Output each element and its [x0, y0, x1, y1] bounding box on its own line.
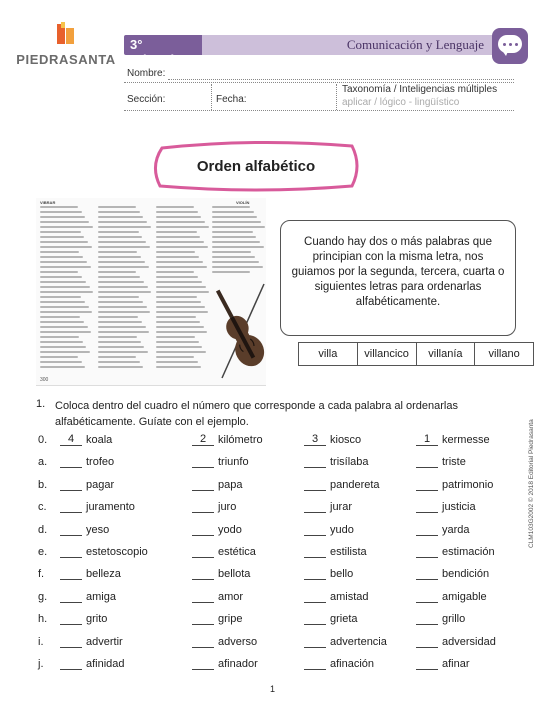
dictionary-text-line [40, 366, 85, 368]
exercise-row [36, 636, 506, 652]
dictionary-page-number: 300 [40, 377, 49, 383]
word-text: patrimonio [442, 478, 494, 491]
row-letter: a. [38, 456, 48, 469]
dictionary-text-line [98, 361, 140, 363]
answer-blank[interactable] [192, 512, 214, 513]
dictionary-text-line [40, 331, 91, 333]
word-text: yodo [218, 523, 242, 536]
answer-blank[interactable] [192, 669, 214, 670]
answer-blank[interactable] [304, 512, 326, 513]
brand-name: PIEDRASANTA [16, 52, 116, 67]
answer-blank[interactable] [192, 579, 214, 580]
answer-blank[interactable] [192, 602, 214, 603]
dictionary-text-line [98, 356, 136, 358]
answer-blank[interactable] [304, 467, 326, 468]
word-text: estetoscopio [86, 546, 148, 558]
dictionary-text-line [40, 336, 79, 338]
word-text: estética [218, 546, 256, 558]
dictionary-text-line [98, 276, 140, 278]
dictionary-text-line [40, 316, 80, 318]
dictionary-text-line [156, 351, 206, 353]
violin-icon [212, 280, 266, 384]
example-word: villanía [417, 343, 476, 365]
word-text: triste [442, 456, 466, 469]
answer-blank[interactable] [60, 579, 82, 580]
word-text: estimación [442, 546, 495, 558]
dictionary-text-line [212, 261, 259, 263]
dictionary-text-line [156, 336, 195, 338]
exercise-row [36, 524, 506, 540]
answer-blank[interactable] [60, 602, 82, 603]
dictionary-text-line [212, 236, 256, 238]
dictionary-text-line [212, 256, 255, 258]
word-text: amigable [442, 590, 487, 603]
answer-blank[interactable] [304, 579, 326, 580]
dictionary-column [40, 206, 94, 378]
answer-number: 1 [423, 433, 431, 445]
dictionary-text-line [98, 291, 151, 293]
example-word: villano [488, 348, 520, 360]
dictionary-text-line [40, 351, 90, 353]
word-text: triunfo [218, 456, 249, 469]
dictionary-text-line [98, 316, 138, 318]
dictionary-text-line [156, 306, 205, 308]
answer-blank[interactable] [60, 467, 82, 468]
word-text: amor [218, 590, 244, 603]
answer-blank[interactable] [416, 512, 438, 513]
dictionary-text-line [156, 246, 208, 248]
dictionary-text-line [40, 311, 92, 313]
dictionary-text-line [156, 226, 209, 228]
header-divider [124, 82, 514, 83]
nombre-label: Nombre: [127, 68, 166, 79]
dictionary-text-line [98, 326, 146, 328]
dictionary-text-line [40, 206, 78, 208]
answer-blank[interactable] [416, 647, 438, 648]
subject-label: Comunicación y Lenguaje [202, 35, 492, 55]
answer-blank[interactable] [416, 602, 438, 603]
header-divider [211, 84, 212, 110]
exercise-row [36, 568, 506, 584]
word-text: juramento [86, 501, 135, 514]
dictionary-text-line [40, 241, 88, 243]
exercise-row [36, 434, 506, 450]
dictionary-text-line [40, 276, 82, 278]
dictionary-text-line [98, 341, 141, 343]
dictionary-text-line [98, 311, 150, 313]
dictionary-text-line [156, 206, 194, 208]
dictionary-column [98, 206, 152, 378]
dictionary-text-line [156, 261, 203, 263]
example-word: villa [299, 343, 358, 365]
dictionary-text-line [212, 271, 250, 273]
row-letter: i. [38, 635, 44, 648]
dictionary-text-line [98, 271, 136, 273]
dictionary-text-line [156, 286, 206, 288]
row-letter: d. [38, 523, 48, 536]
dictionary-text-line [156, 266, 207, 268]
rule-text: Cuando hay dos o más palabras que principian con la misma letra, nos guiamos por la segunda, tercera, cuarta o siguientes letras para ordenarlas alfabéticamente. [291, 236, 505, 308]
dictionary-text-line [98, 331, 149, 333]
dictionary-text-line [40, 226, 93, 228]
dictionary-page-image [36, 198, 266, 386]
dictionary-text-line [156, 281, 202, 283]
answer-blank[interactable] [416, 490, 438, 491]
dictionary-text-line [40, 361, 82, 363]
dictionary-text-line [98, 351, 148, 353]
word-text: jurar [330, 501, 353, 514]
word-text: juro [218, 501, 237, 514]
answer-blank[interactable] [192, 490, 214, 491]
dictionary-text-line [156, 296, 197, 298]
dictionary-head-right: VIOLÍN [236, 200, 250, 205]
dictionary-text-line [156, 316, 196, 318]
taxonomy-title: Taxonomía / Inteligencias múltiples [342, 84, 498, 95]
answer-blank[interactable] [60, 512, 82, 513]
answer-blank[interactable] [304, 624, 326, 625]
answer-blank[interactable] [192, 535, 214, 536]
answer-blank[interactable] [416, 467, 438, 468]
seccion-label: Sección: [127, 94, 166, 105]
dictionary-text-line [156, 326, 204, 328]
dictionary-text-line [40, 286, 90, 288]
answer-blank[interactable] [416, 445, 438, 446]
dictionary-text-line [156, 231, 197, 233]
dictionary-text-line [156, 331, 207, 333]
answer-blank[interactable] [60, 669, 82, 670]
dictionary-text-line [98, 266, 149, 268]
answer-blank[interactable] [60, 445, 82, 446]
dictionary-text-line [98, 306, 147, 308]
header-divider [336, 84, 337, 110]
dictionary-text-line [40, 301, 85, 303]
instruction-text: Coloca dentro del cuadro el número que corresponde a cada palabra al ordenarlas alfabéticamente. Guíate con el ejemplo. [55, 400, 458, 428]
answer-blank[interactable] [416, 624, 438, 625]
dictionary-text-line [156, 216, 201, 218]
answer-blank[interactable] [304, 557, 326, 558]
answer-blank[interactable] [304, 647, 326, 648]
title-banner [152, 140, 360, 192]
dictionary-head-left: VIBRAR [40, 200, 56, 205]
answer-blank[interactable] [416, 579, 438, 580]
page-title: Orden alfabético [196, 158, 316, 175]
exercise-row [36, 613, 506, 629]
header-divider [124, 110, 514, 111]
word-text: papa [218, 478, 243, 491]
dictionary-text-line [212, 206, 250, 208]
answer-blank[interactable] [192, 647, 214, 648]
exercise-row [36, 546, 506, 562]
dictionary-text-line [40, 356, 78, 358]
word-text: koala [86, 434, 113, 446]
dictionary-text-line [212, 266, 263, 268]
dictionary-text-line [40, 246, 92, 248]
fecha-label: Fecha: [216, 94, 247, 105]
dictionary-text-line [98, 321, 142, 323]
dictionary-text-line [212, 231, 253, 233]
dictionary-text-line [98, 346, 144, 348]
dictionary-text-line [40, 236, 84, 238]
dictionary-text-line [156, 366, 201, 368]
dictionary-text-line [156, 251, 195, 253]
dictionary-text-line [156, 301, 201, 303]
answer-number: 2 [199, 433, 207, 445]
answer-blank[interactable] [60, 535, 82, 536]
dictionary-text-line [156, 361, 198, 363]
answer-blank[interactable] [304, 535, 326, 536]
answer-blank[interactable] [416, 557, 438, 558]
dictionary-text-line [212, 226, 265, 228]
answer-blank[interactable] [304, 669, 326, 670]
word-text: justicia [442, 501, 476, 514]
dictionary-text-line [40, 221, 89, 223]
dictionary-text-line [156, 211, 198, 213]
dictionary-text-line [40, 291, 93, 293]
dictionary-text-line [156, 276, 198, 278]
dictionary-text-line [156, 256, 199, 258]
page-number: 1 [270, 684, 276, 694]
dictionary-text-line [156, 321, 200, 323]
row-letter: 0. [38, 434, 48, 446]
dictionary-text-line [212, 241, 260, 243]
dictionary-text-line [98, 221, 147, 223]
copyright-note: CLM103G2002 © 2018 Editorial Piedrasanta [528, 419, 535, 548]
word-text: yeso [86, 523, 110, 536]
exercise-row [36, 658, 506, 674]
dictionary-text-line [40, 296, 81, 298]
row-letter: g. [38, 590, 48, 603]
dictionary-text-line [40, 211, 82, 213]
word-text: kilómetro [218, 434, 263, 446]
dictionary-text-line [156, 356, 194, 358]
answer-blank[interactable] [304, 445, 326, 446]
brand-logo [10, 22, 120, 72]
word-text: trofeo [86, 456, 115, 469]
dictionary-text-line [212, 251, 251, 253]
dictionary-text-line [156, 291, 209, 293]
dictionary-text-line [40, 256, 83, 258]
answer-blank[interactable] [60, 624, 82, 625]
word-text: grito [86, 613, 108, 626]
answer-blank[interactable] [192, 467, 214, 468]
answer-number: 4 [67, 433, 75, 445]
dictionary-text-line [40, 271, 78, 273]
dictionary-text-line [156, 346, 202, 348]
row-letter: h. [38, 613, 48, 626]
dictionary-text-line [98, 296, 139, 298]
dictionary-text-line [98, 301, 143, 303]
rule-box [280, 220, 516, 336]
word-text: kermesse [442, 434, 490, 446]
logo-mark-icon [56, 22, 78, 46]
answer-blank[interactable] [192, 557, 214, 558]
word-text: bello [330, 568, 354, 581]
word-text: afinar [442, 658, 470, 670]
dictionary-text-line [98, 366, 143, 368]
row-letter: f. [38, 568, 45, 581]
word-text: adverso [218, 635, 258, 648]
dictionary-text-line [40, 251, 79, 253]
dictionary-text-line [212, 216, 257, 218]
dictionary-text-line [98, 206, 136, 208]
exercise-row [36, 591, 506, 607]
dictionary-text-line [98, 236, 142, 238]
dictionary-text-line [98, 256, 141, 258]
dictionary-text-line [40, 266, 91, 268]
word-text: adversidad [442, 635, 496, 648]
word-text: bellota [218, 568, 251, 581]
word-text: amistad [330, 590, 369, 603]
dictionary-text-line [40, 341, 83, 343]
word-text: grieta [330, 613, 358, 626]
exercise-row [36, 501, 506, 517]
word-text: amiga [86, 590, 116, 603]
nombre-field[interactable] [168, 79, 514, 80]
dictionary-text-line [40, 231, 81, 233]
dictionary-text-line [40, 281, 86, 283]
word-text: estilista [330, 546, 367, 558]
exercise-row [36, 456, 506, 472]
row-letter: b. [38, 478, 48, 491]
answer-blank[interactable] [416, 669, 438, 670]
dictionary-text-line [98, 216, 143, 218]
answer-blank[interactable] [60, 490, 82, 491]
word-text: yudo [330, 523, 354, 536]
word-text: pandereta [330, 478, 380, 491]
dictionary-text-line [98, 231, 139, 233]
chat-bubble-icon [492, 28, 528, 64]
dictionary-text-line [156, 236, 200, 238]
row-letter: c. [38, 501, 47, 514]
word-text: advertencia [330, 635, 387, 648]
answer-blank[interactable] [60, 557, 82, 558]
word-text: trisílaba [330, 456, 369, 469]
word-text: grillo [442, 613, 466, 626]
word-text: kiosco [330, 434, 362, 446]
dictionary-text-line [98, 211, 140, 213]
answer-blank[interactable] [192, 445, 214, 446]
dictionary-text-line [40, 326, 88, 328]
dictionary-text-line [156, 271, 194, 273]
dictionary-text-line [40, 261, 87, 263]
taxonomy-subtitle: aplicar / lógico - lingüístico [342, 97, 460, 108]
word-text: belleza [86, 568, 121, 581]
dictionary-text-line [98, 281, 144, 283]
dictionary-text-line [212, 211, 254, 213]
instruction-number: 1. [36, 398, 46, 410]
word-text: yarda [442, 523, 470, 536]
dictionary-text-line [212, 246, 264, 248]
dictionary-text-line [40, 216, 85, 218]
word-text: advertir [86, 635, 123, 648]
dictionary-text-line [98, 246, 150, 248]
word-text: pagar [86, 478, 115, 491]
dictionary-text-line [156, 311, 208, 313]
answer-blank[interactable] [192, 624, 214, 625]
dictionary-text-line [40, 346, 86, 348]
dictionary-text-line [40, 321, 84, 323]
word-text: afinación [330, 658, 375, 670]
dictionary-column [212, 206, 266, 280]
word-text: afinidad [86, 658, 125, 670]
dictionary-text-line [98, 286, 148, 288]
example-word: villancico [358, 343, 417, 365]
dictionary-text-line [98, 241, 146, 243]
dictionary-text-line [156, 341, 199, 343]
row-letter: j. [38, 658, 44, 670]
answer-number: 3 [311, 433, 319, 445]
answer-blank[interactable] [416, 535, 438, 536]
dictionary-text-line [98, 261, 145, 263]
answer-blank[interactable] [60, 647, 82, 648]
dictionary-text-line [98, 251, 137, 253]
exercise-row [36, 479, 506, 495]
answer-blank[interactable] [304, 490, 326, 491]
row-letter: e. [38, 546, 48, 558]
dictionary-text-line [156, 241, 204, 243]
word-text: gripe [218, 613, 243, 626]
word-text: afinador [218, 658, 258, 670]
answer-blank[interactable] [304, 602, 326, 603]
dictionary-text-line [98, 336, 137, 338]
grade-label: 3° primaria [124, 35, 202, 55]
dictionary-text-line [212, 221, 261, 223]
dictionary-column [156, 206, 210, 378]
word-text: bendición [442, 568, 490, 581]
dictionary-text-line [98, 226, 151, 228]
dictionary-text-line [156, 221, 205, 223]
dictionary-text-line [40, 306, 89, 308]
example-words-box [298, 342, 534, 366]
